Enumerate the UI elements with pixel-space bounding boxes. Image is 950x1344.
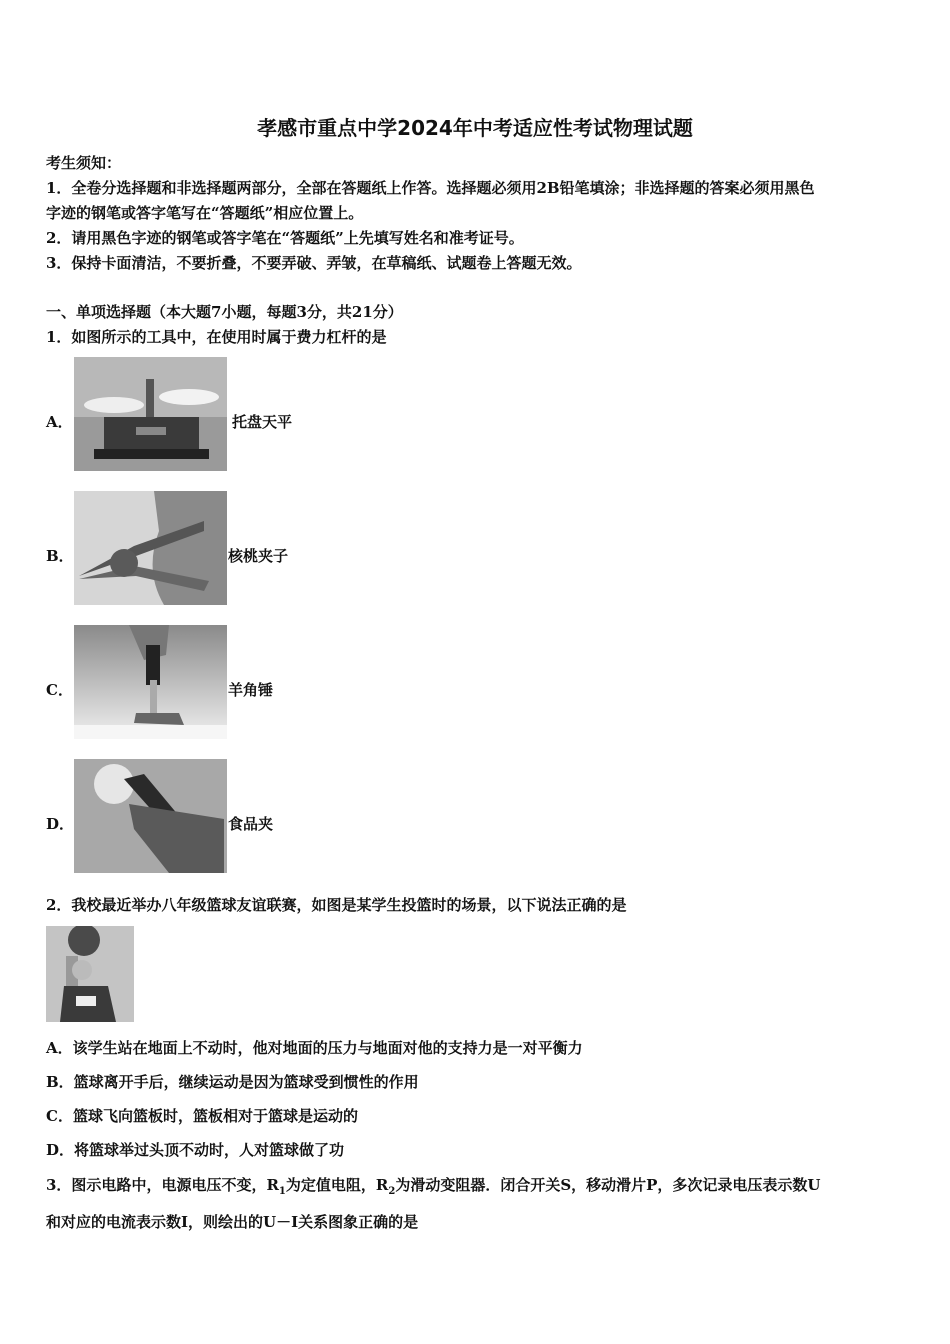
q3-text-part3: 为滑动变阻器．闭合开关S，移动滑片P，多次记录电压表示数U	[395, 1176, 821, 1194]
nutcracker-photo	[74, 491, 227, 605]
q3-stem-line2: 和对应的电流表示数I，则绘出的U－I关系图象正确的是	[46, 1213, 419, 1231]
notice-item-3: 3．保持卡面清洁，不要折叠，不要弄破、弄皱，在草稿纸、试题卷上答题无效。	[46, 254, 582, 272]
r1-subscript: 1	[278, 1186, 286, 1197]
notice-item-1-cont: 字迹的钢笔或答字笔写在“答题纸”相应位置上。	[46, 204, 364, 222]
section-heading: 一、单项选择题（本大题7小题，每题3分，共21分）	[46, 303, 403, 321]
q2-stem: 2．我校最近举办八年级篮球友谊联赛，如图是某学生投篮时的场景，以下说法正确的是	[46, 896, 627, 914]
q3-text-part2: 为定值电阻，R	[285, 1176, 389, 1194]
notice-item-1: 1．全卷分选择题和非选择题两部分，全部在答题纸上作答。选择题必须用2B铅笔填涂；非选择题的答案必须用黑色	[46, 179, 815, 197]
q3-text-part1: 3．图示电路中，电源电压不变，R	[46, 1176, 279, 1194]
q1-option-a-letter: A．	[46, 413, 73, 431]
q1-option-b-letter: B．	[46, 547, 74, 565]
q2-option-b: B．篮球离开手后，继续运动是因为篮球受到惯性的作用	[46, 1073, 419, 1091]
q1-stem: 1．如图所示的工具中，在使用时属于费力杠杆的是	[46, 328, 387, 346]
q1-option-d-text: 食品夹	[228, 815, 274, 833]
q2-option-a: A．该学生站在地面上不动时，他对地面的压力与地面对他的支持力是一对平衡力	[46, 1039, 583, 1057]
page-title: 孝感市重点中学2024年中考适应性考试物理试题	[257, 116, 693, 140]
q1-option-d-letter: D．	[46, 815, 75, 833]
basketball-student-photo	[46, 926, 134, 1022]
q1-option-c-letter: C．	[46, 681, 73, 699]
q1-option-b-text: 核桃夹子	[228, 547, 289, 565]
q2-option-d: D．将篮球举过头顶不动时，人对篮球做了功	[46, 1141, 345, 1159]
q2-option-c: C．篮球飞向篮板时，篮板相对于篮球是运动的	[46, 1107, 358, 1125]
notice-heading: 考生须知：	[46, 154, 122, 172]
food-tongs-photo	[74, 759, 227, 873]
r2-subscript: 2	[388, 1186, 396, 1197]
notice-item-2: 2．请用黑色字迹的钢笔或答字笔在“答题纸”上先填写姓名和准考证号。	[46, 229, 524, 247]
balance-scale-photo	[74, 357, 227, 471]
claw-hammer-photo	[74, 625, 227, 739]
q1-option-c-text: 羊角锤	[228, 681, 274, 699]
q1-option-a-text: 托盘天平	[232, 413, 293, 431]
q3-stem-line1	[46, 1176, 821, 1201]
